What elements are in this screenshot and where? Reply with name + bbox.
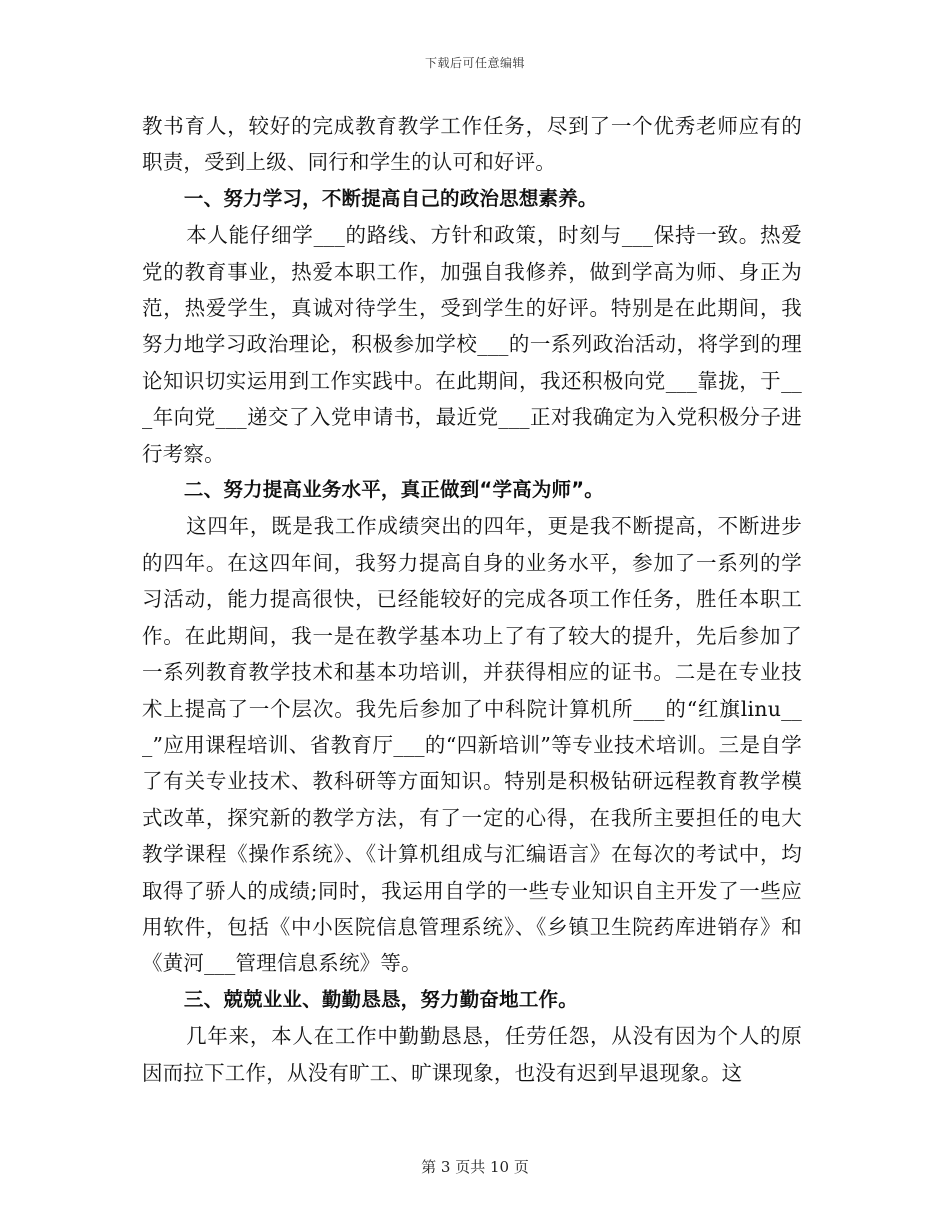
paragraph-intro-continuation: 教书育人，较好的完成教育教学工作任务，尽到了一个优秀老师应有的职责，受到上级、同行和学生的认可和好评。 <box>142 114 802 175</box>
section-heading-3: 三、兢兢业业、勤勤恳恳，努力勤奋地工作。 <box>183 987 578 1011</box>
section-heading-2: 二、努力提高业务水平，真正做到“学高为师”。 <box>183 478 604 502</box>
page-number-footer: 第 3 页共 10 页 <box>421 1158 529 1176</box>
paragraph-political-study: 本人能仔细学___的路线、方针和政策，时刻与___保持一致。热爱党的教育事业，热爱本职工作，加强自我修养，做到学高为师、身正为范，热爱学生，真诚对待学生，受到学生的好评。特别是在此期间，我努力地学习政治理论，积极参加学校___的一系列政治活动，将学到的理论知识切实运用到工作实践中。在此期间，我还积极向党___靠拢，于___年向党___递交了入党申请书，最近党___正对我确定为入党积极分子进行考察。 <box>142 223 802 466</box>
paragraph-professional-skills: 这四年，既是我工作成绩突出的四年，更是我不断提高，不断进步的四年。在这四年间，我努力提高自身的业务水平，参加了一系列的学习活动，能力提高很快，已经能较好的完成各项工作任务，胜任本职工作。在此期间，我一是在教学基本功上了有了较大的提升，先后参加了一系列教育教学技术和基本功培训，并获得相应的证书。二是在专业技术上提高了一个层次。我先后参加了中科院计算机所___的“红旗linu___”应用课程培训、省教育厅___的“四新培训”等专业技术培训。三是自学了有关专业技术、教科研等方面知识。特别是积极钻研远程教育教学模式改革，探究新的教学方法，有了一定的心得，在我所主要担任的电大教学课程《操作系统》、《计算机组成与汇编语言》在每次的考试中，均取得了骄人的成绩;同时，我运用自学的一些专业知识自主开发了一些应用软件，包括《中小医院信息管理系统》、《乡镇卫生院药库进销存》和《黄河___管理信息系统》等。 <box>142 514 802 976</box>
section-heading-1: 一、努力学习，不断提高自己的政治思想素养。 <box>183 186 598 210</box>
page-header: 下载后可任意编辑 <box>424 56 525 70</box>
document-body <box>142 108 802 1091</box>
paragraph-diligent-work: 几年来，本人在工作中勤勤恳恳，任劳任怨，从没有因为个人的原因而拉下工作，从没有旷工、旷课现象，也没有迟到早退现象。这 <box>142 1024 802 1085</box>
